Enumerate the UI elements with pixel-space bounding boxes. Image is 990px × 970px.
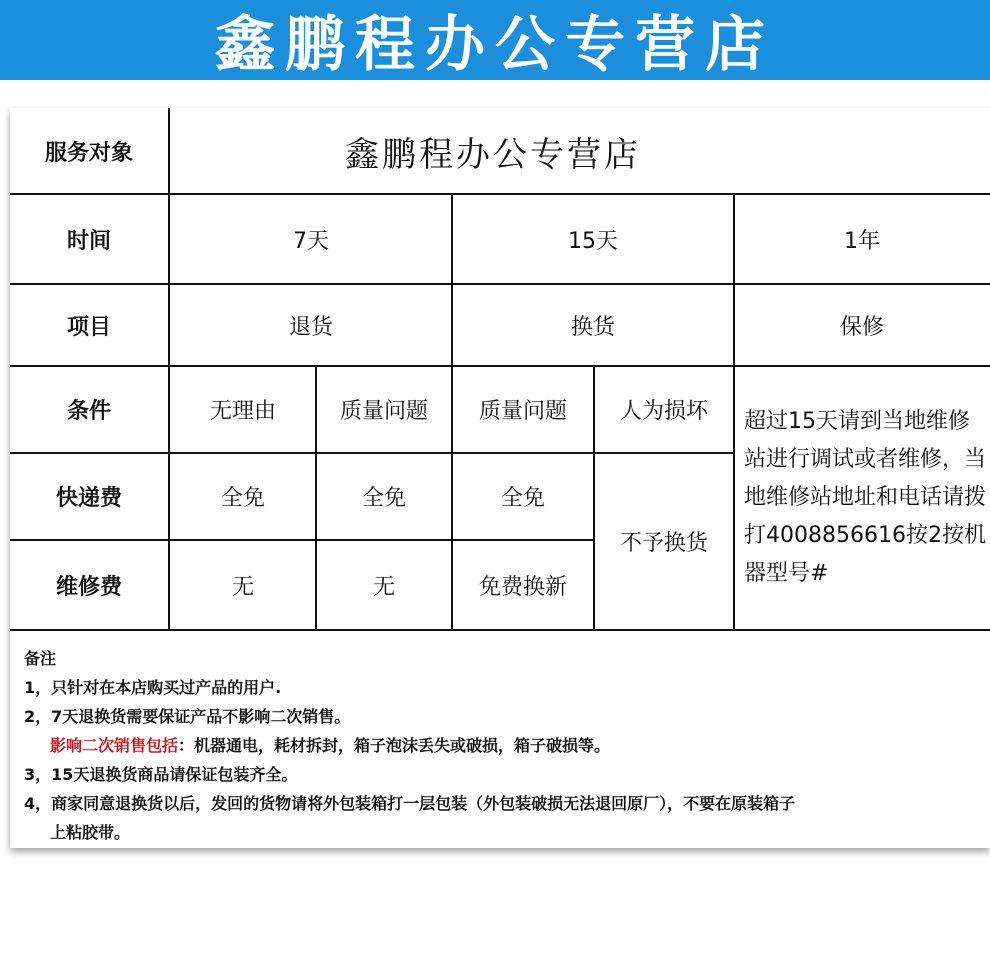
grid-line bbox=[10, 193, 990, 195]
repair-none-return: 无 bbox=[231, 574, 254, 600]
note-item: 3，15天退换货商品请保证包装齐全。 bbox=[24, 765, 298, 784]
condition-quality-issue-exchange: 质量问题 bbox=[478, 399, 567, 424]
no-exchange-cell: 不予换货 bbox=[619, 531, 708, 556]
note-highlight-label: 影响二次销售包括 bbox=[50, 736, 179, 755]
note-highlight-line bbox=[24, 731, 986, 760]
repair-none-quality: 无 bbox=[372, 574, 395, 600]
item-return: 退货 bbox=[288, 314, 333, 340]
grid-line bbox=[10, 539, 594, 541]
grid-line bbox=[168, 108, 170, 630]
repair-free-replacement: 免费换新 bbox=[478, 574, 567, 600]
grid-line bbox=[10, 365, 990, 367]
row-label-service-target: 服务对象 bbox=[44, 140, 133, 166]
time-7-days: 7天 bbox=[293, 228, 329, 254]
grid-line bbox=[315, 366, 317, 630]
grid-line bbox=[733, 194, 735, 630]
notes-heading: 备注 bbox=[24, 649, 57, 668]
row-label-condition: 条件 bbox=[66, 399, 111, 424]
row-label-time: 时间 bbox=[66, 228, 111, 254]
note-item: 2，7天退换货需要保证产品不影响二次销售。 bbox=[24, 707, 351, 726]
grid-line bbox=[451, 194, 453, 630]
time-15-days: 15天 bbox=[568, 228, 618, 254]
shipping-free-exchange: 全免 bbox=[500, 486, 545, 511]
grid-line bbox=[10, 283, 990, 285]
shipping-free-quality: 全免 bbox=[361, 486, 406, 511]
warranty-note-cell: 超过15天请到当地维修站进行调试或者维修，当地维修站地址和电话请拨打4008856616按2按机器型号# bbox=[744, 409, 987, 586]
note-item: 4，商家同意退换货以后，发回的货物请将外包装箱打一层包装（外包装破损无法退回原厂），不要在原装箱子 bbox=[24, 794, 796, 813]
row-label-shipping: 快递费 bbox=[55, 486, 122, 511]
grid-line bbox=[10, 629, 990, 631]
grid-line bbox=[10, 452, 734, 454]
condition-no-reason: 无理由 bbox=[209, 399, 276, 424]
row-label-item: 项目 bbox=[66, 314, 111, 340]
item-warranty: 保修 bbox=[839, 314, 884, 340]
grid-line bbox=[593, 366, 595, 630]
row-label-repair: 维修费 bbox=[55, 574, 122, 600]
note-item-continuation: 上粘胶带。 bbox=[50, 823, 131, 842]
condition-human-damage: 人为损坏 bbox=[619, 399, 708, 424]
condition-quality-issue-return: 质量问题 bbox=[339, 399, 428, 424]
note-highlight-text: ：机器通电，耗材拆封，箱子泡沫丢失或破损，箱子破损等。 bbox=[178, 736, 611, 755]
item-exchange: 换货 bbox=[570, 314, 615, 340]
shipping-free-return: 全免 bbox=[220, 486, 265, 511]
store-name-cell: 鑫鹏程办公专营店 bbox=[345, 134, 641, 175]
time-1-year: 1年 bbox=[844, 228, 880, 254]
service-policy-card bbox=[10, 108, 990, 848]
header-banner bbox=[0, 0, 990, 80]
note-item: 1，只针对在本店购买过产品的用户. bbox=[24, 678, 282, 697]
notes-section bbox=[24, 644, 986, 847]
store-title: 鑫鹏程办公专营店 bbox=[215, 10, 775, 80]
